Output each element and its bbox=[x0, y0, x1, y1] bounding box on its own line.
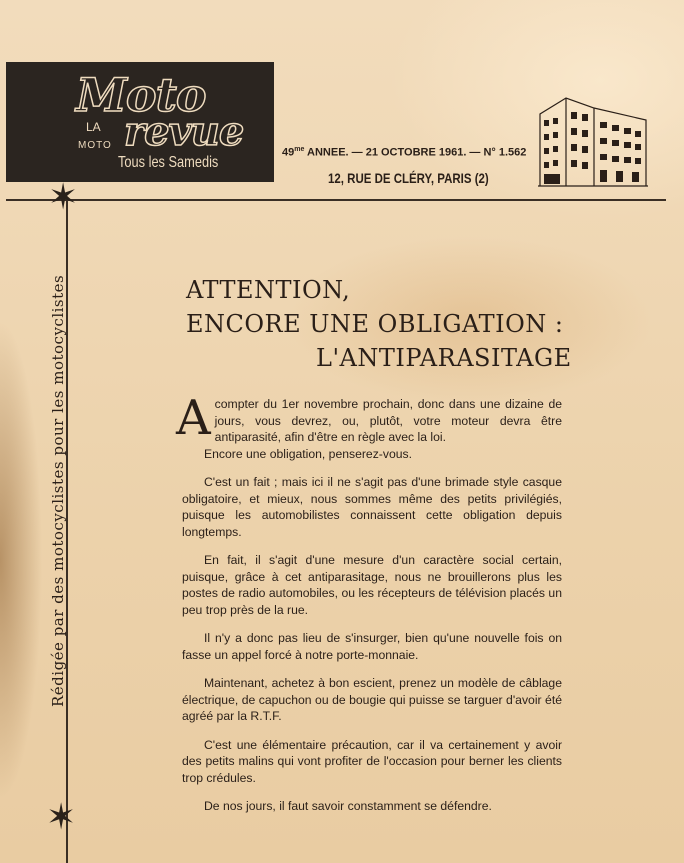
drop-cap: A bbox=[176, 390, 211, 446]
article-title-line-2: ENCORE UNE OBLIGATION : bbox=[186, 310, 564, 338]
article-paragraph: Encore une obligation, penserez-vous. bbox=[204, 446, 412, 461]
header-rule bbox=[6, 199, 666, 201]
logo-la: LA bbox=[86, 120, 101, 134]
address-line: 12, RUE DE CLÉRY, PARIS (2) bbox=[328, 170, 489, 186]
logo-moto-small: MOTO bbox=[78, 140, 112, 151]
article-paragraph: Maintenant, achetez à bon escient, prenez un modèle de câblage électrique, de capuchon ou de bougie qui puisse se targuer d'avoir été agréé par la R.T.F. bbox=[182, 676, 562, 723]
article-body bbox=[176, 390, 562, 827]
side-motto: Rédigée par des motocyclistes pour les motocyclistes bbox=[49, 274, 67, 707]
article-paragraph: C'est un fait ; mais ici il ne s'agit pas d'une brimade style casque obligatoire, et mieux, nous sommes même des petits privilégiés, puisque les automobilistes connaissent cette obligation depuis longtemps. bbox=[182, 475, 562, 539]
logo-tagline: Tous les Samedis bbox=[118, 154, 219, 171]
article-paragraph: Acompter du 1er novembre prochain, donc dans une dizaine de jours, vous devrez, ou, plutôt, votre moteur devra être antiparasité, afin d'être en règle avec la loi. bbox=[176, 390, 562, 446]
logo-moto: Moto bbox=[76, 68, 206, 122]
star-ornament-icon: ✶ bbox=[48, 177, 79, 218]
masthead-logo bbox=[6, 62, 274, 182]
article-title-line-1: ATTENTION, bbox=[186, 276, 351, 304]
issue-line: $49^{me}$ ANNEE. — 21 OCTOBRE 1961. — N° 1.562 bbox=[282, 146, 527, 159]
building-illustration-icon bbox=[536, 94, 650, 190]
star-ornament-icon: ✶ bbox=[46, 797, 77, 838]
article-paragraph: Il n'y a donc pas lieu de s'insurger, bien qu'une nouvelle fois on fasse un appel forcé à notre porte-monnaie. bbox=[182, 631, 562, 662]
article-paragraph: De nos jours, il faut savoir constamment se défendre. bbox=[204, 799, 492, 813]
article-title-line-3: L'ANTIPARASITAGE bbox=[316, 344, 572, 372]
logo-revue: revue bbox=[124, 108, 244, 155]
article-paragraph: En fait, il s'agit d'une mesure d'un caractère social certain, puisque, grâce à cet antiparasitage, nous ne brouillerons plus les postes de radio automobiles, ou les récepteurs de télévision placés un peu trop près de la rue. bbox=[182, 553, 562, 617]
article-paragraph: C'est une élémentaire précaution, car il va certainement y avoir des petits malins qui vont profiter de l'occasion pour berner les clients trop crédules. bbox=[182, 737, 562, 785]
